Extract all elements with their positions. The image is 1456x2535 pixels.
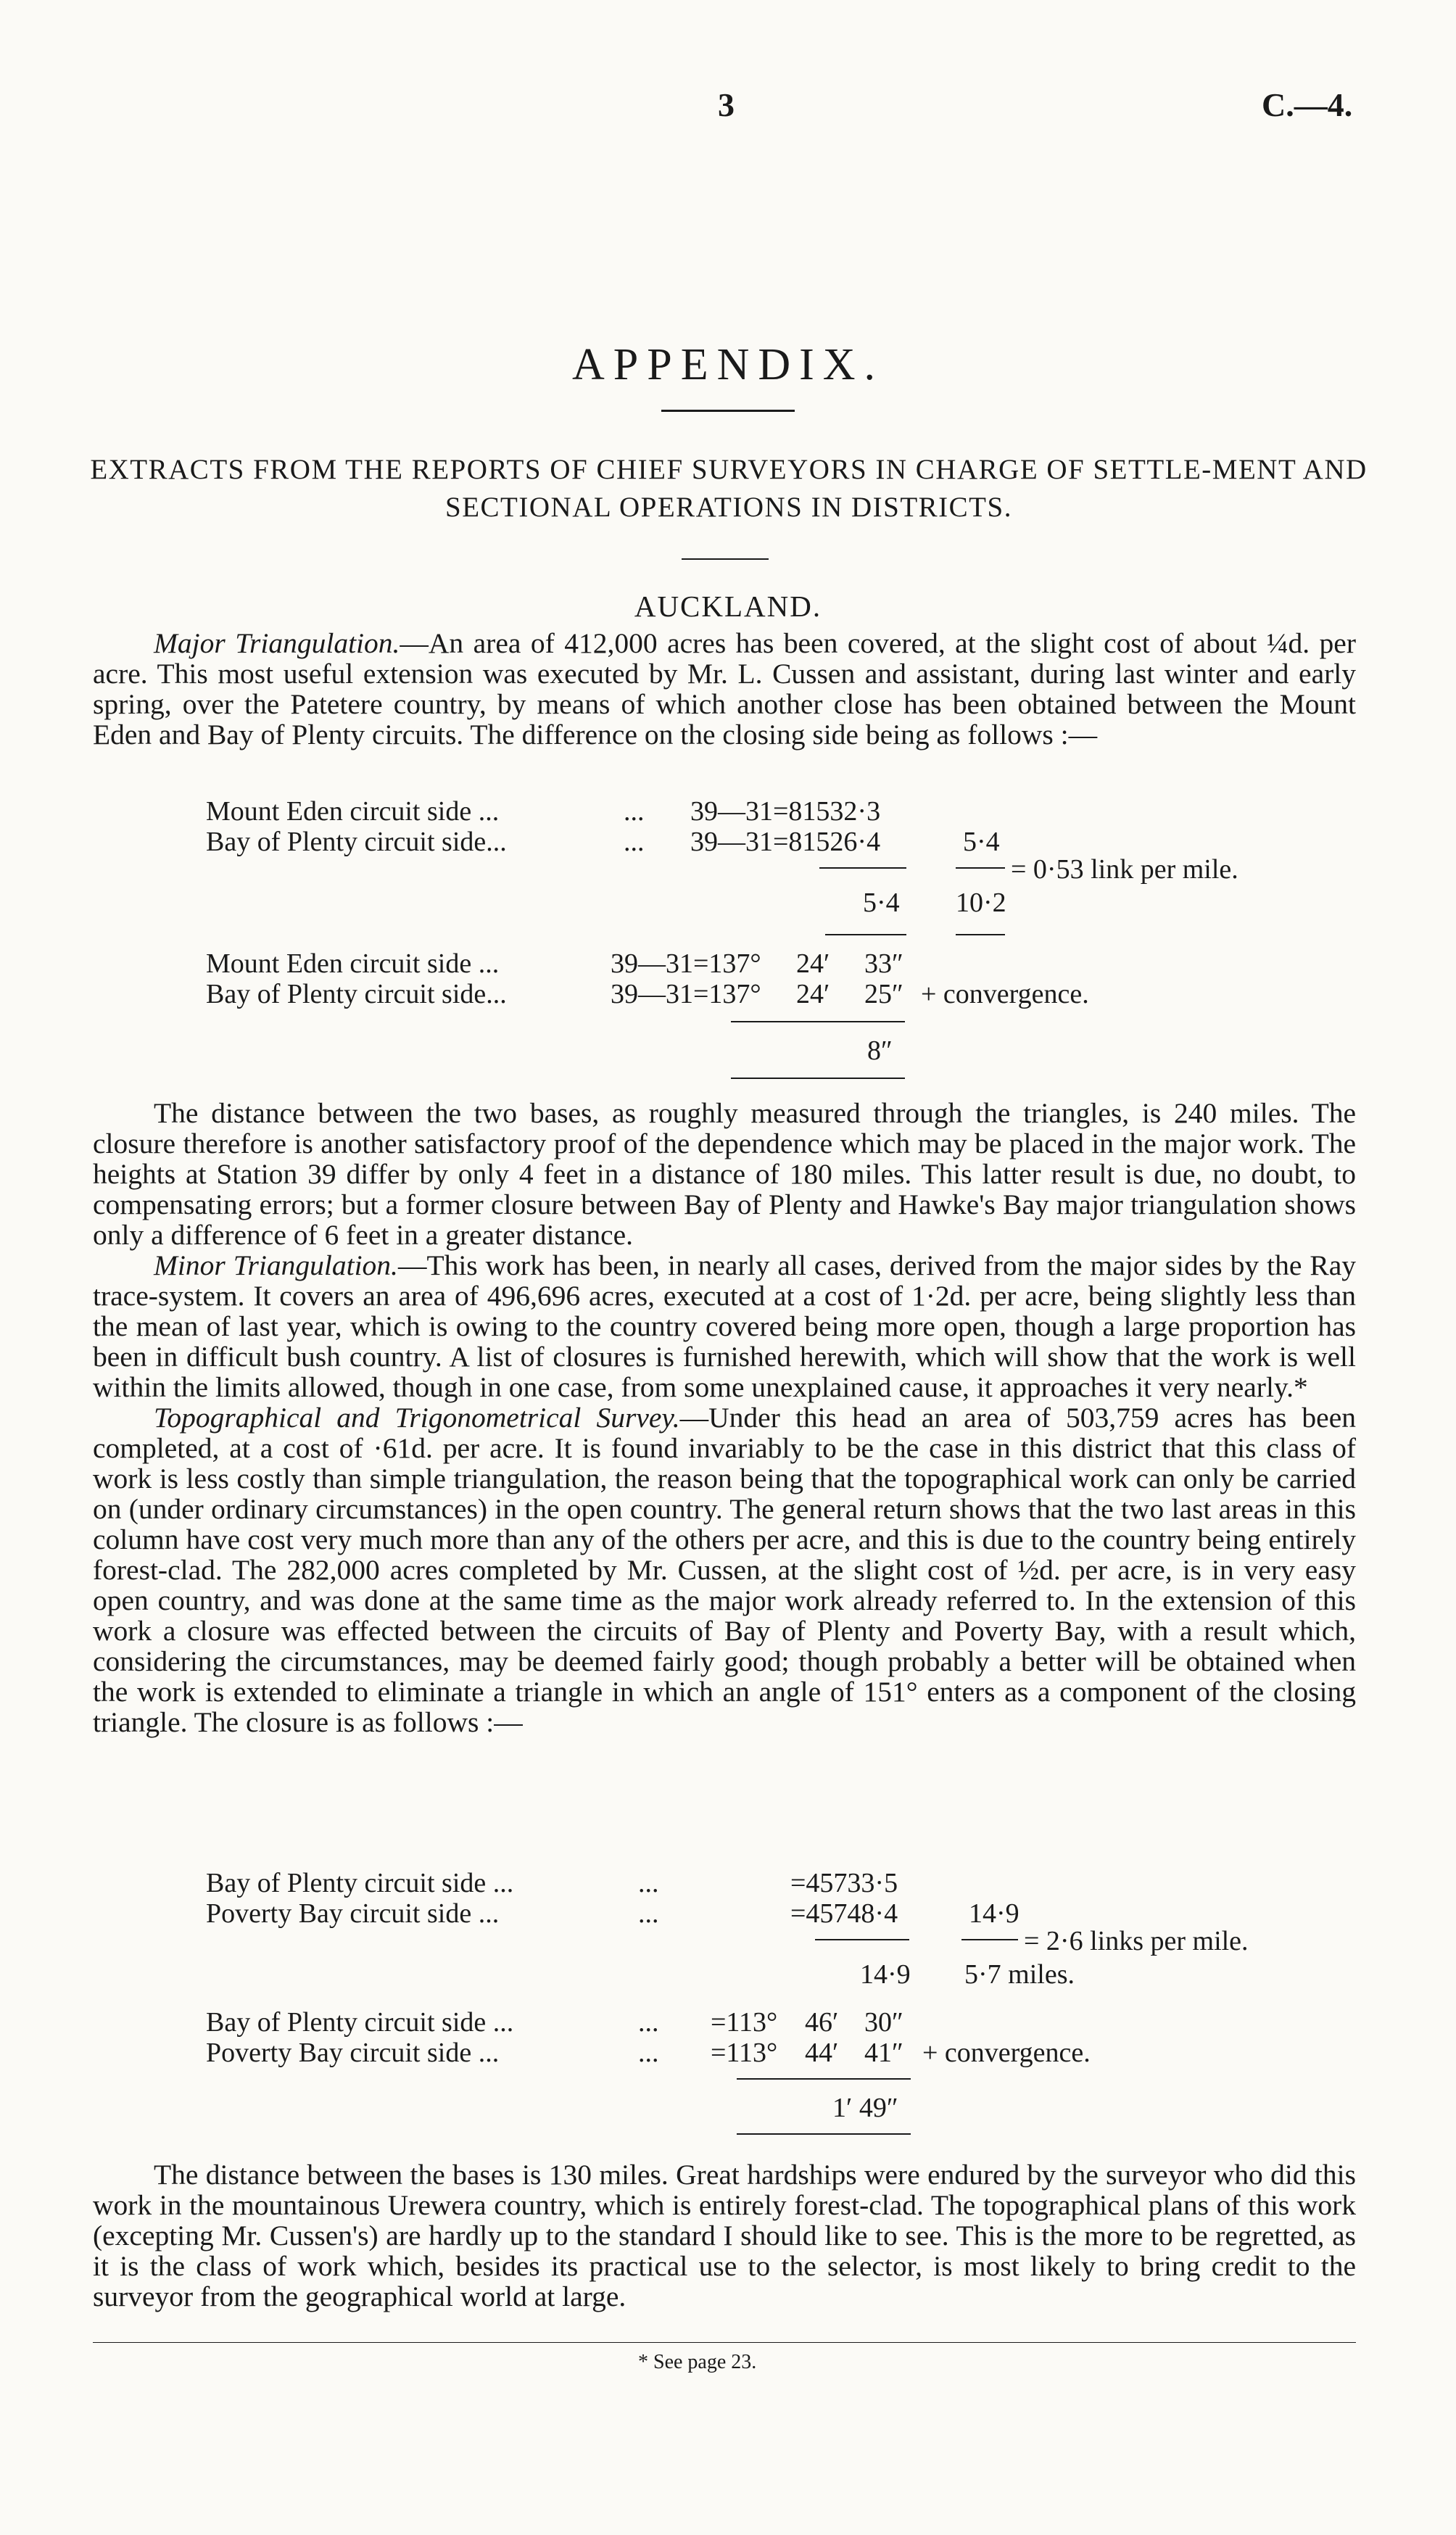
sum-rule [737, 2078, 911, 2080]
row-value: 39—31=137° [611, 948, 761, 979]
heading-topographical-survey: Topographical and Trigonometrical Survey. [154, 1402, 680, 1434]
row-minutes: 24′ [796, 979, 830, 1009]
region-heading: AUCKLAND. [634, 590, 822, 623]
row-value: 39—31=81532·3 [690, 796, 881, 827]
footnote: * See page 23. [638, 2351, 757, 2373]
row-label: Poverty Bay circuit side ... [206, 1898, 500, 1929]
row-value: 39—31=81526·4 [690, 827, 881, 857]
row-extra: 5·4 [963, 827, 1000, 857]
page-number: 3 [718, 86, 735, 123]
paragraph-text: —This work has been, in nearly all cases, derived from the major sides by the Ray trace-system. It covers an area of 496,696 acres, executed at a cost of 1·2d. per acre, being slightly less than the mean of last year, which is owing to the country covered being more open, though a large proportion has been in difficult bush country. A list of closures is furnished herewith, which will show that the work is well within the limits allowed, though in one case, from some unexplained cause, it approaches it very nearly.* [93, 1249, 1357, 1403]
row-value: 39—31=137° [611, 979, 761, 1009]
row-value: =45733·5 [790, 1868, 898, 1898]
paragraph-minor-triangulation [93, 1250, 1356, 1402]
row-label: Mount Eden circuit side ... [206, 796, 500, 827]
sum-rule [956, 934, 1005, 935]
paragraph-conclusion [93, 2159, 1356, 2312]
row-dots: ... [624, 796, 645, 827]
footnote-rule [93, 2342, 1356, 2343]
row-dots: ... [624, 827, 645, 857]
row-seconds: 30″ [864, 2007, 903, 2038]
document-reference: C.—4. [1262, 86, 1353, 123]
difference-value: 14·9 [860, 1959, 911, 1990]
paragraph-text: —Under this head an area of 503,759 acres has been completed, at a cost of ·61d. per acre. It is found invariably to be the case in this district that this class of work is less costly than simple triangulation, the reason being that the topographical work can only be carried on (under ordinary circumstances) in the open country. The general return shows that the two last areas in this column have cost very much more than any of the others per acre, and this is due to the country being entirely forest-clad. The 282,000 acres completed by Mr. Cussen, at the slight cost of ½d. per acre, is in very easy open country, and was done at the same time as the major work already referred to. In the extension of this work a closure was effected between the circuits of Bay of Plenty and Poverty Bay, with a result which, considering the circumstances, may be deemed fairly good; though probably a better will be obtained when the work is extended to eliminate a triangle in which an angle of 151° enters as a component of the closing triangle. The closure is as follows :— [93, 1402, 1356, 1738]
difference-value: 5·4 [863, 888, 900, 918]
row-minutes: 44′ [805, 2038, 839, 2068]
fraction-rule [956, 867, 1005, 869]
difference-value: 8″ [867, 1035, 893, 1066]
row-value: =113° [711, 2007, 778, 2038]
row-label: Mount Eden circuit side ... [206, 948, 500, 979]
row-dots: ... [638, 1898, 659, 1929]
paragraph-distance-bases: The distance between the two bases, as roughly measured through the triangles, is 240 miles. The closure therefore is another satisfactory proof of the dependence which may be placed in the major work. The heights at Station 39 differ by only 4 feet in a distance of 180 miles. This latter result is due, no doubt, to compensating errors; but a former closure between Bay of Plenty and Hawke's Bay major triangulation shows only a difference of 6 feet in a greater distance. [93, 1097, 1356, 1251]
sum-rule [825, 934, 906, 935]
sum-rule [731, 1021, 905, 1022]
paragraph-text: —An area of 412,000 acres has been covered, at the slight cost of about ¼d. per acre. This most useful extension was executed by Mr. L. Cussen and assistant, during last winter and early spring, over the Patetere country, by means of which another close has been obtained between the Mount Eden and Bay of Plenty circuits. The difference on the closing side being as follows :— [93, 627, 1356, 750]
paragraph-text: The distance between the bases is 130 miles. Great hardships were endured by the surveyor who did this work in the mountainous Urewera country, which is entirely forest-clad. The topographical plans of this work (excepting Mr. Cussen's) are hardly up to the standard I should like to see. This is the more to be regretted, as it is the class of work which, besides its practical use to the selector, is most likely to bring credit to the surveyor from the geographical world at large. [93, 2159, 1356, 2312]
row-dots: ... [638, 2007, 659, 2038]
row-minutes: 46′ [805, 2007, 839, 2038]
row-value: =113° [711, 2038, 778, 2068]
row-minutes: 24′ [796, 948, 830, 979]
row-extra: 14·9 [969, 1898, 1019, 1929]
heading-major-triangulation: Major Triangulation. [154, 627, 400, 659]
heading-minor-triangulation: Minor Triangulation. [154, 1249, 398, 1281]
subtitle-rule [682, 558, 769, 560]
row-extra: + convergence. [921, 979, 1089, 1009]
result-text: = 2·6 links per mile. [1024, 1926, 1249, 1956]
paragraph-major-triangulation [93, 628, 1356, 750]
row-label: Bay of Plenty circuit side... [206, 979, 507, 1009]
row-value: =45748·4 [790, 1898, 898, 1929]
row-seconds: 41″ [864, 2038, 903, 2068]
row-extra: + convergence. [922, 2038, 1091, 2068]
sum-rule [815, 1939, 909, 1940]
row-dots: ... [638, 1868, 659, 1898]
sum-rule [731, 1078, 905, 1079]
fraction-rule [961, 1939, 1018, 1940]
denominator-value: 5·7 miles. [964, 1959, 1075, 1990]
row-label: Bay of Plenty circuit side... [206, 827, 507, 857]
difference-value: 1′ 49″ [832, 2093, 898, 2123]
result-text: = 0·53 link per mile. [1011, 854, 1238, 885]
denominator-value: 10·2 [956, 888, 1006, 918]
sum-rule [819, 867, 906, 869]
row-label: Poverty Bay circuit side ... [206, 2038, 500, 2068]
page-title: APPENDIX. [571, 340, 885, 389]
row-seconds: 25″ [864, 979, 903, 1009]
sum-rule [737, 2133, 911, 2135]
row-label: Bay of Plenty circuit side ... [206, 1868, 514, 1898]
paragraph-body [93, 1098, 1356, 1737]
title-rule [661, 410, 795, 412]
row-label: Bay of Plenty circuit side ... [206, 2007, 514, 2038]
row-dots: ... [638, 2038, 659, 2068]
row-seconds: 33″ [864, 948, 903, 979]
paragraph-topographical-survey [93, 1402, 1356, 1737]
section-subtitle: EXTRACTS FROM THE REPORTS OF CHIEF SURVEYORS IN CHARGE OF SETTLE-MENT AND SECTIONAL OPERATIONS IN DISTRICTS. [90, 454, 1368, 523]
